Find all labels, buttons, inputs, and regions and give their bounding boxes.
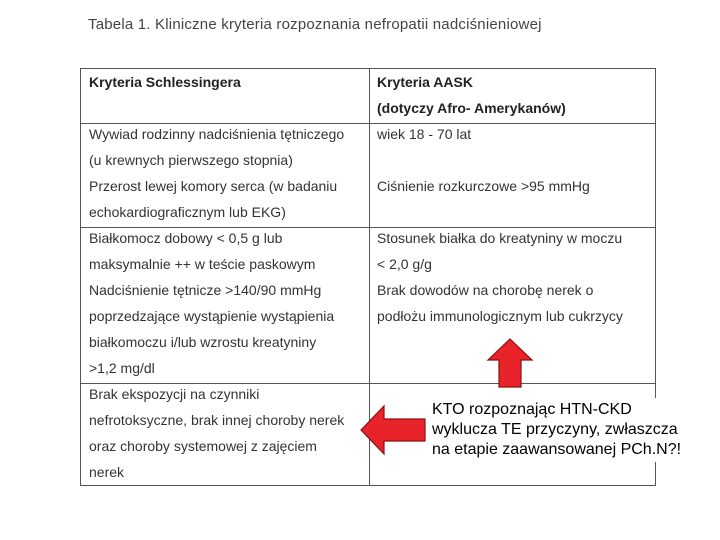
annotation-line: wyklucza TE przyczyny, zwłaszcza bbox=[432, 421, 678, 438]
cell-line: poprzedzające wystąpienie wystąpienia bbox=[89, 308, 335, 324]
row-1-schlessinger bbox=[89, 121, 344, 225]
cell-line: Brak dowodów na chorobę nerek o bbox=[377, 282, 594, 298]
header-line: (dotyczy Afro- Amerykanów) bbox=[377, 100, 566, 116]
cell-line: nefrotoksyczne, brak innej choroby nerek bbox=[89, 412, 345, 428]
table-caption: Tabela 1. Kliniczne kryteria rozpoznania nefropatii nadciśnieniowej bbox=[88, 16, 542, 33]
cell-line: wiek 18 - 70 lat bbox=[377, 126, 472, 142]
arrow-up-icon bbox=[486, 338, 534, 388]
cell-line: Wywiad rodzinny nadciśnienia tętniczego bbox=[89, 126, 345, 142]
cell-line: białkomoczu i/lub wzrostu kreatyniny bbox=[89, 334, 317, 350]
header-line: Kryteria AASK bbox=[377, 74, 473, 90]
cell-line: Stosunek białka do kreatyniny w moczu bbox=[377, 230, 623, 246]
header-schlessinger bbox=[89, 69, 241, 95]
cell-line: Nadciśnienie tętnicze >140/90 mmHg bbox=[89, 282, 322, 298]
cell-line: (u krewnych pierwszego stopnia) bbox=[89, 152, 293, 168]
row-2-aask bbox=[377, 225, 623, 329]
annotation-line: KTO rozpoznając HTN-CKD bbox=[432, 401, 632, 418]
cell-line-blank bbox=[377, 147, 590, 173]
cell-line: Białkomocz dobowy < 0,5 g lub bbox=[89, 230, 283, 246]
row-1-aask bbox=[377, 121, 590, 199]
cell-line: nerek bbox=[89, 464, 125, 480]
cell-line: Brak ekspozycji na czynniki bbox=[89, 386, 260, 402]
annotation-line: na etapie zaawansowanej PCh.N?! bbox=[432, 441, 682, 458]
header-line: Kryteria Schlessingera bbox=[89, 74, 241, 90]
cell-line: Przerost lewej komory serca (w badaniu bbox=[89, 178, 338, 194]
cell-line: >1,2 mg/dl bbox=[89, 360, 155, 376]
row-3-schlessinger bbox=[89, 381, 344, 485]
row-2-schlessinger bbox=[89, 225, 334, 381]
arrow-left-icon bbox=[360, 404, 426, 456]
cell-line: < 2,0 g/g bbox=[377, 256, 432, 272]
cell-line: echokardiograficznym lub EKG) bbox=[89, 204, 286, 220]
cell-line: maksymalnie ++ w teście paskowym bbox=[89, 256, 316, 272]
annotation-box bbox=[428, 398, 685, 462]
cell-line: oraz choroby systemowej z zajęciem bbox=[89, 438, 317, 454]
cell-line: Ciśnienie rozkurczowe >95 mmHg bbox=[377, 178, 590, 194]
cell-line: podłożu immunologicznym lub cukrzycy bbox=[377, 308, 623, 324]
header-aask bbox=[377, 69, 566, 121]
